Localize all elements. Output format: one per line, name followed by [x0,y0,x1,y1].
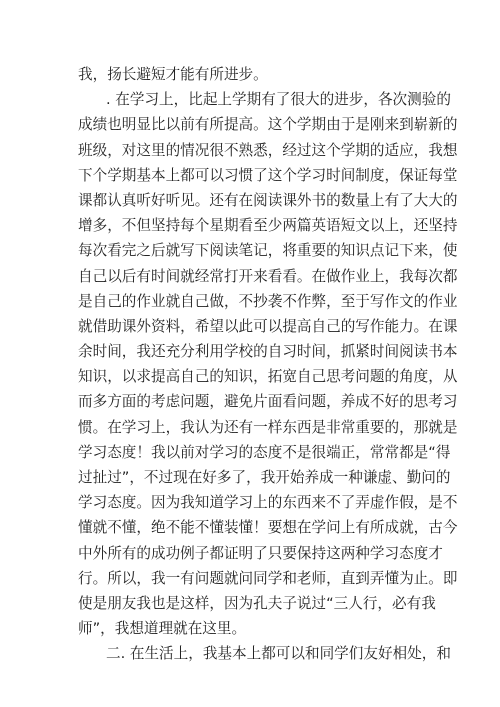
text-line: 使是朋友我也是这样，因为孔夫子说过“三人行，必有我 [78,594,436,612]
text-line: 课都认真听好听见。还有在阅读课外书的数量上有了大大的 [78,191,458,209]
text-line: 过扯过”，不过现在好多了，我开始养成一种谦虚、勤问的 [78,469,451,486]
document-body [78,62,458,667]
text-line: 下个学期基本上都可以习惯了这个学习时间制度，保证每堂 [78,166,458,184]
paragraph-first-line: . 在学习上，比起上学期有了很大的进步，各次测验的 [106,91,451,109]
text-line: 知识，以求提高自己的知识，拓宽自己思考问题的角度，从 [78,368,458,386]
text-line: 班级，对这里的情况很不熟悉，经过这个学期的适应，我想 [78,141,458,159]
text-line: 是自己的作业就自己做，不抄袭不作弊，至于写作文的作业 [78,292,458,310]
text-line: 增多，不但坚持每个星期看至少两篇英语短文以上，还坚持 [78,217,458,235]
text-line: 成绩也明显比以前有所提高。这个学期由于是刚来到崭新的 [78,116,458,134]
text-line: 惯。在学习上，我认为还有一样东西是非常重要的，那就是 [78,418,458,436]
text-line: 懂就不懂，绝不能不懂装懂！要想在学问上有所成就，古今 [78,519,458,537]
text-line: 行。所以，我一有问题就问同学和老师，直到弄懂为止。即 [78,569,458,587]
text-line: 学习态度！我以前对学习的态度不是很端正，常常都是“得 [78,443,451,461]
text-line: 而多方面的考虑问题，避免片面看问题，养成不好的思考习 [78,393,458,411]
text-line: 就借助课外资料，希望以此可以提高自己的写作能力。在课 [78,317,458,335]
text-line: 我，扬长避短才能有所进步。 [78,66,268,83]
text-line: 中外所有的成功例子都证明了只要保持这两种学习态度才 [78,544,443,562]
paragraph-first-line: 二. 在生活上，我基本上都可以和同学们友好相处，和 [106,645,451,663]
text-line: 每次看完之后就写下阅读笔记，将重要的知识点记下来，使 [78,242,458,260]
text-line: 学习态度。因为我知道学习上的东西来不了弄虚作假，是不 [78,494,458,512]
text-line: 自己以后有时间就经常打开来看看。在做作业上，我每次都 [78,267,458,285]
text-line: 余时间，我还充分利用学校的自习时间，抓紧时间阅读书本 [78,343,458,361]
text-line: 师”，我想道理就在这里。 [78,620,247,638]
